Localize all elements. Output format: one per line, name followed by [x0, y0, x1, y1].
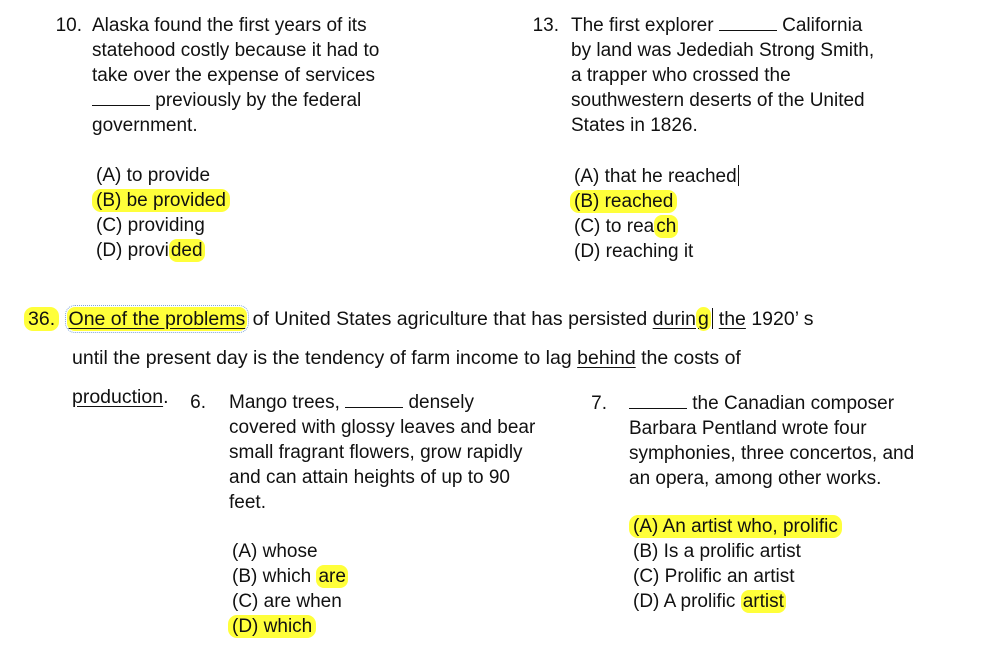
highlight: ded	[170, 240, 203, 261]
answer-options	[232, 539, 348, 639]
stem-line: small fragrant flowers, grow rapidly	[229, 442, 523, 463]
stem-line: a trapper who crossed the	[571, 65, 791, 86]
highlight: are	[318, 566, 346, 587]
stem-line: covered with glossy leaves and bear	[229, 417, 536, 438]
underlined-phrase[interactable]: durin g	[652, 308, 709, 330]
option-c[interactable]: (C) providing	[96, 215, 205, 236]
question-stem	[629, 391, 914, 491]
option-c[interactable]: (C) to rea ch	[574, 216, 677, 237]
question-number: 6.	[190, 392, 206, 413]
answer-options	[96, 163, 226, 263]
question-stem	[92, 13, 379, 138]
text-cursor	[712, 308, 714, 329]
highlight: (B) reached	[570, 190, 677, 213]
q36-line-3: production.	[72, 386, 169, 408]
stem-line: statehood costly because it had to	[92, 40, 380, 61]
answer-options	[633, 514, 838, 614]
stem-line: The first explorer California	[571, 15, 863, 36]
answer-blank	[719, 13, 777, 31]
underlined-phrase[interactable]: behind	[577, 347, 636, 369]
question-stem	[229, 390, 549, 515]
stem-line: southwestern deserts of the United	[571, 90, 865, 111]
q36-line-1: 36. One of the problems of United States agriculture that has persisted durin g the 1920’ s	[28, 308, 813, 331]
stem-line: an opera, among other works.	[629, 468, 882, 489]
underlined-phrase[interactable]: the	[718, 308, 746, 330]
stem-line: take over the expense of services	[92, 65, 376, 86]
option-c[interactable]: (C) are when	[232, 591, 342, 612]
stem-line: previously by the federal	[92, 88, 379, 113]
text-cursor	[738, 165, 740, 186]
answer-blank	[629, 391, 687, 409]
option-a[interactable]: (A) to provide	[96, 165, 211, 186]
option-d[interactable]	[232, 614, 348, 639]
answer-blank	[92, 88, 150, 106]
option-b[interactable]: (B) Is a prolific artist	[633, 541, 801, 562]
stem-line: States in 1826.	[571, 115, 698, 136]
question-number: 10.	[55, 15, 82, 36]
question-number: 36.	[24, 307, 59, 331]
option-a[interactable]: (A) that he reached	[574, 164, 739, 189]
highlight: (D) which	[228, 615, 316, 638]
stem-line: symphonies, three concertos, and	[629, 443, 915, 464]
stem-line: Barbara Pentland wrote four	[629, 418, 867, 439]
option-a[interactable]: (A) whose	[232, 541, 318, 562]
answer-options	[574, 164, 739, 264]
underlined-phrase[interactable]: One of the problems	[68, 308, 246, 330]
question-number: 13.	[532, 15, 559, 36]
stem-line: the Canadian composer	[629, 391, 914, 416]
underlined-phrase[interactable]: production	[72, 386, 164, 408]
q36-line-2: until the present day is the tendency of farm income to lag behind the costs of	[72, 347, 741, 369]
highlight: (A) An artist who, prolific	[629, 515, 842, 538]
option-a[interactable]	[633, 514, 838, 539]
stem-line: government.	[92, 115, 198, 136]
option-d[interactable]: (D) reaching it	[574, 241, 694, 262]
option-b[interactable]	[96, 188, 226, 213]
question-stem	[571, 13, 874, 138]
highlight: g	[698, 308, 709, 330]
option-c[interactable]: (C) Prolific an artist	[633, 566, 795, 587]
question-number: 7.	[591, 393, 607, 414]
answer-blank	[345, 390, 403, 408]
option-b[interactable]	[574, 189, 739, 214]
highlight: ch	[656, 216, 677, 237]
stem-line: Mango trees, densely	[229, 392, 474, 413]
stem-line: and can attain heights of up to 90	[229, 467, 510, 488]
stem-line: by land was Jedediah Strong Smith,	[571, 40, 875, 61]
stem-line: Alaska found the first years of its	[92, 15, 367, 36]
highlight: artist	[742, 591, 784, 612]
stem-line: feet.	[229, 492, 266, 513]
option-b[interactable]: (B) which are	[232, 566, 346, 587]
highlight: (B) be provided	[92, 189, 230, 212]
option-d[interactable]: (D) A prolific artist	[633, 591, 784, 612]
option-d[interactable]: (D) provi ded	[96, 240, 203, 261]
